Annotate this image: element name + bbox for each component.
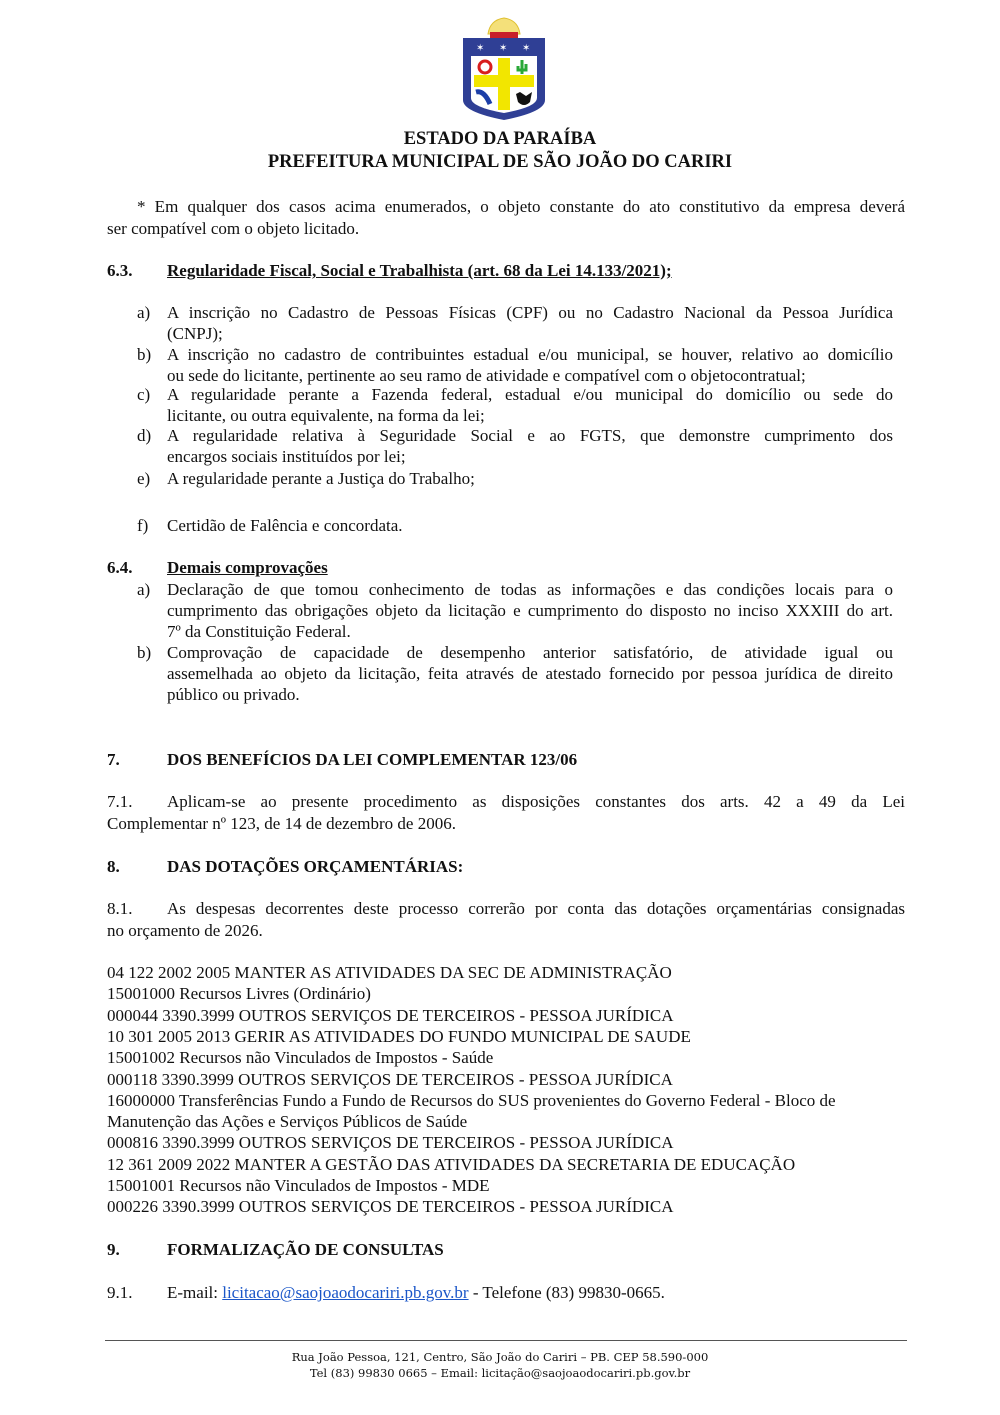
paragraph-number: 7.1. <box>107 792 133 811</box>
contact-line <box>167 1283 665 1303</box>
svg-text:✶: ✶ <box>499 43 508 54</box>
footer-address: Rua João Pessoa, 121, Centro, São João do Cariri – PB. CEP 58.590-000 <box>291 1350 709 1364</box>
paragraph-line: As despesas decorrentes deste processo correrão por conta das dotações orçamentárias consignadas <box>167 899 905 918</box>
list-item-letter: b) <box>137 643 152 662</box>
section-title: Regularidade Fiscal, Social e Trabalhista (art. 68 da Lei 14.133/2021); <box>167 261 672 280</box>
list-item-letter: e) <box>137 469 151 488</box>
list-item-line: Declaração de que tomou conhecimento de todas as informações e das condições locais para o <box>167 580 893 599</box>
list-item-letter: f) <box>137 516 149 535</box>
budget-allocation-line: 15001001 Recursos não Vinculados de Impostos - MDE <box>107 1176 490 1195</box>
footer-divider <box>105 1340 907 1341</box>
paragraph-line: no orçamento de 2026. <box>107 921 263 940</box>
section-number: 8. <box>107 857 120 876</box>
header-municipality: PREFEITURA MUNICIPAL DE SÃO JOÃO DO CARIRI <box>267 152 733 172</box>
list-item-line: A regularidade relativa à Seguridade Social e ao FGTS, que demonstre cumprimento dos <box>167 426 893 445</box>
budget-allocation-line: 10 301 2005 2013 GERIR AS ATIVIDADES DO FUNDO MUNICIPAL DE SAUDE <box>107 1026 691 1046</box>
budget-allocation-line: Manutenção das Ações e Serviços Públicos de Saúde <box>107 1112 468 1132</box>
list-item-line: licitante, ou outra equivalente, na forma da lei; <box>167 406 485 425</box>
paragraph-line: Aplicam-se ao presente procedimento as disposições constantes dos arts. 42 a 49 da Lei <box>167 792 905 811</box>
list-item-letter: a) <box>137 303 151 322</box>
phone-text: - Telefone (83) 99830-0665. <box>468 1283 665 1302</box>
budget-allocation-line: 000044 3390.3999 OUTROS SERVIÇOS DE TERCEIROS - PESSOA JURÍDICA <box>107 1005 674 1025</box>
section-title: DAS DOTAÇÕES ORÇAMENTÁRIAS: <box>167 857 464 876</box>
paragraph-line: Complementar nº 123, de 14 de dezembro de 2006. <box>107 814 456 833</box>
list-item-line: cumprimento das obrigações objeto da licitação e cumprimento do disposto no inciso XXXIII do art. <box>167 601 893 620</box>
list-item-line: assemelhada ao objeto da licitação, feita através de atestado fornecido por pessoa jurídica de direito <box>167 664 893 683</box>
list-item-letter: b) <box>137 345 152 364</box>
budget-allocation-line: 000118 3390.3999 OUTROS SERVIÇOS DE TERCEIROS - PESSOA JURÍDICA <box>107 1069 673 1089</box>
list-item-line: 7º da Constituição Federal. <box>167 622 351 641</box>
list-item-line: A regularidade perante a Fazenda federal, estadual e/ou municipal do domicílio ou sede do <box>167 385 893 404</box>
budget-allocation-line: 000226 3390.3999 OUTROS SERVIÇOS DE TERCEIROS - PESSOA JURÍDICA <box>107 1197 674 1217</box>
section-number: 6.3. <box>107 261 133 280</box>
email-label: E-mail: <box>167 1283 223 1302</box>
section-number: 6.4. <box>107 558 133 577</box>
budget-allocation-line: 15001002 Recursos não Vinculados de Impostos - Saúde <box>107 1048 494 1068</box>
budget-allocation-line: 04 122 2002 2005 MANTER AS ATIVIDADES DA SEC DE ADMINISTRAÇÃO <box>107 963 672 982</box>
list-item-letter: d) <box>137 426 152 445</box>
list-item-line: A inscrição no Cadastro de Pessoas Físicas (CPF) ou no Cadastro Nacional da Pessoa Jurídica <box>167 303 893 322</box>
budget-allocation-line: 16000000 Transferências Fundo a Fundo de Recursos do SUS provenientes do Governo Federal - Bloco de <box>107 1090 836 1110</box>
list-item-line: A inscrição no cadastro de contribuintes estadual e/ou municipal, se houver, relativo ao domicílio <box>167 345 893 364</box>
svg-text:✶: ✶ <box>522 43 531 54</box>
list-item-line: encargos sociais instituídos por lei; <box>167 447 406 466</box>
svg-text:✶: ✶ <box>476 43 485 54</box>
list-item-line: público ou privado. <box>167 685 300 704</box>
paragraph-number: 8.1. <box>107 899 133 918</box>
section-number: 7. <box>107 750 120 769</box>
budget-allocation-line: 15001000 Recursos Livres (Ordinário) <box>107 984 371 1004</box>
municipal-coat-of-arms-logo <box>460 12 548 124</box>
list-item-letter: c) <box>137 385 151 404</box>
header-state: ESTADO DA PARAÍBA <box>403 129 597 149</box>
email-link[interactable]: licitacao@saojoaodocariri.pb.gov.br <box>222 1283 469 1302</box>
paragraph-number: 9.1. <box>107 1283 133 1302</box>
list-item-line: Comprovação de capacidade de desempenho anterior satisfatório, de atividade igual ou <box>167 643 893 662</box>
budget-allocation-line: 12 361 2009 2022 MANTER A GESTÃO DAS ATIVIDADES DA SECRETARIA DE EDUCAÇÃO <box>107 1154 796 1174</box>
list-item-letter: a) <box>137 580 151 599</box>
budget-allocation-line: 000816 3390.3999 OUTROS SERVIÇOS DE TERCEIROS - PESSOA JURÍDICA <box>107 1133 674 1153</box>
section-title: Demais comprovações <box>167 558 328 577</box>
section-title: DOS BENEFÍCIOS DA LEI COMPLEMENTAR 123/06 <box>167 750 578 769</box>
section-number: 9. <box>107 1240 120 1259</box>
footer-contact: Tel (83) 99830 0665 – Email: licitação@saojoaodocariri.pb.gov.br <box>309 1366 691 1380</box>
list-item-line: ou sede do licitante, pertinente ao seu ramo de atividade e compatível com o objetocontratual; <box>167 366 806 385</box>
list-item-line: A regularidade perante a Justiça do Trabalho; <box>167 469 475 488</box>
intro-line: * Em qualquer dos casos acima enumerados, o objeto constante do ato constitutivo da empresa deverá <box>137 197 905 216</box>
intro-line: ser compatível com o objeto licitado. <box>107 219 360 238</box>
section-title: FORMALIZAÇÃO DE CONSULTAS <box>167 1240 444 1259</box>
list-item-line: Certidão de Falência e concordata. <box>167 516 403 535</box>
list-item-line: (CNPJ); <box>167 324 223 343</box>
